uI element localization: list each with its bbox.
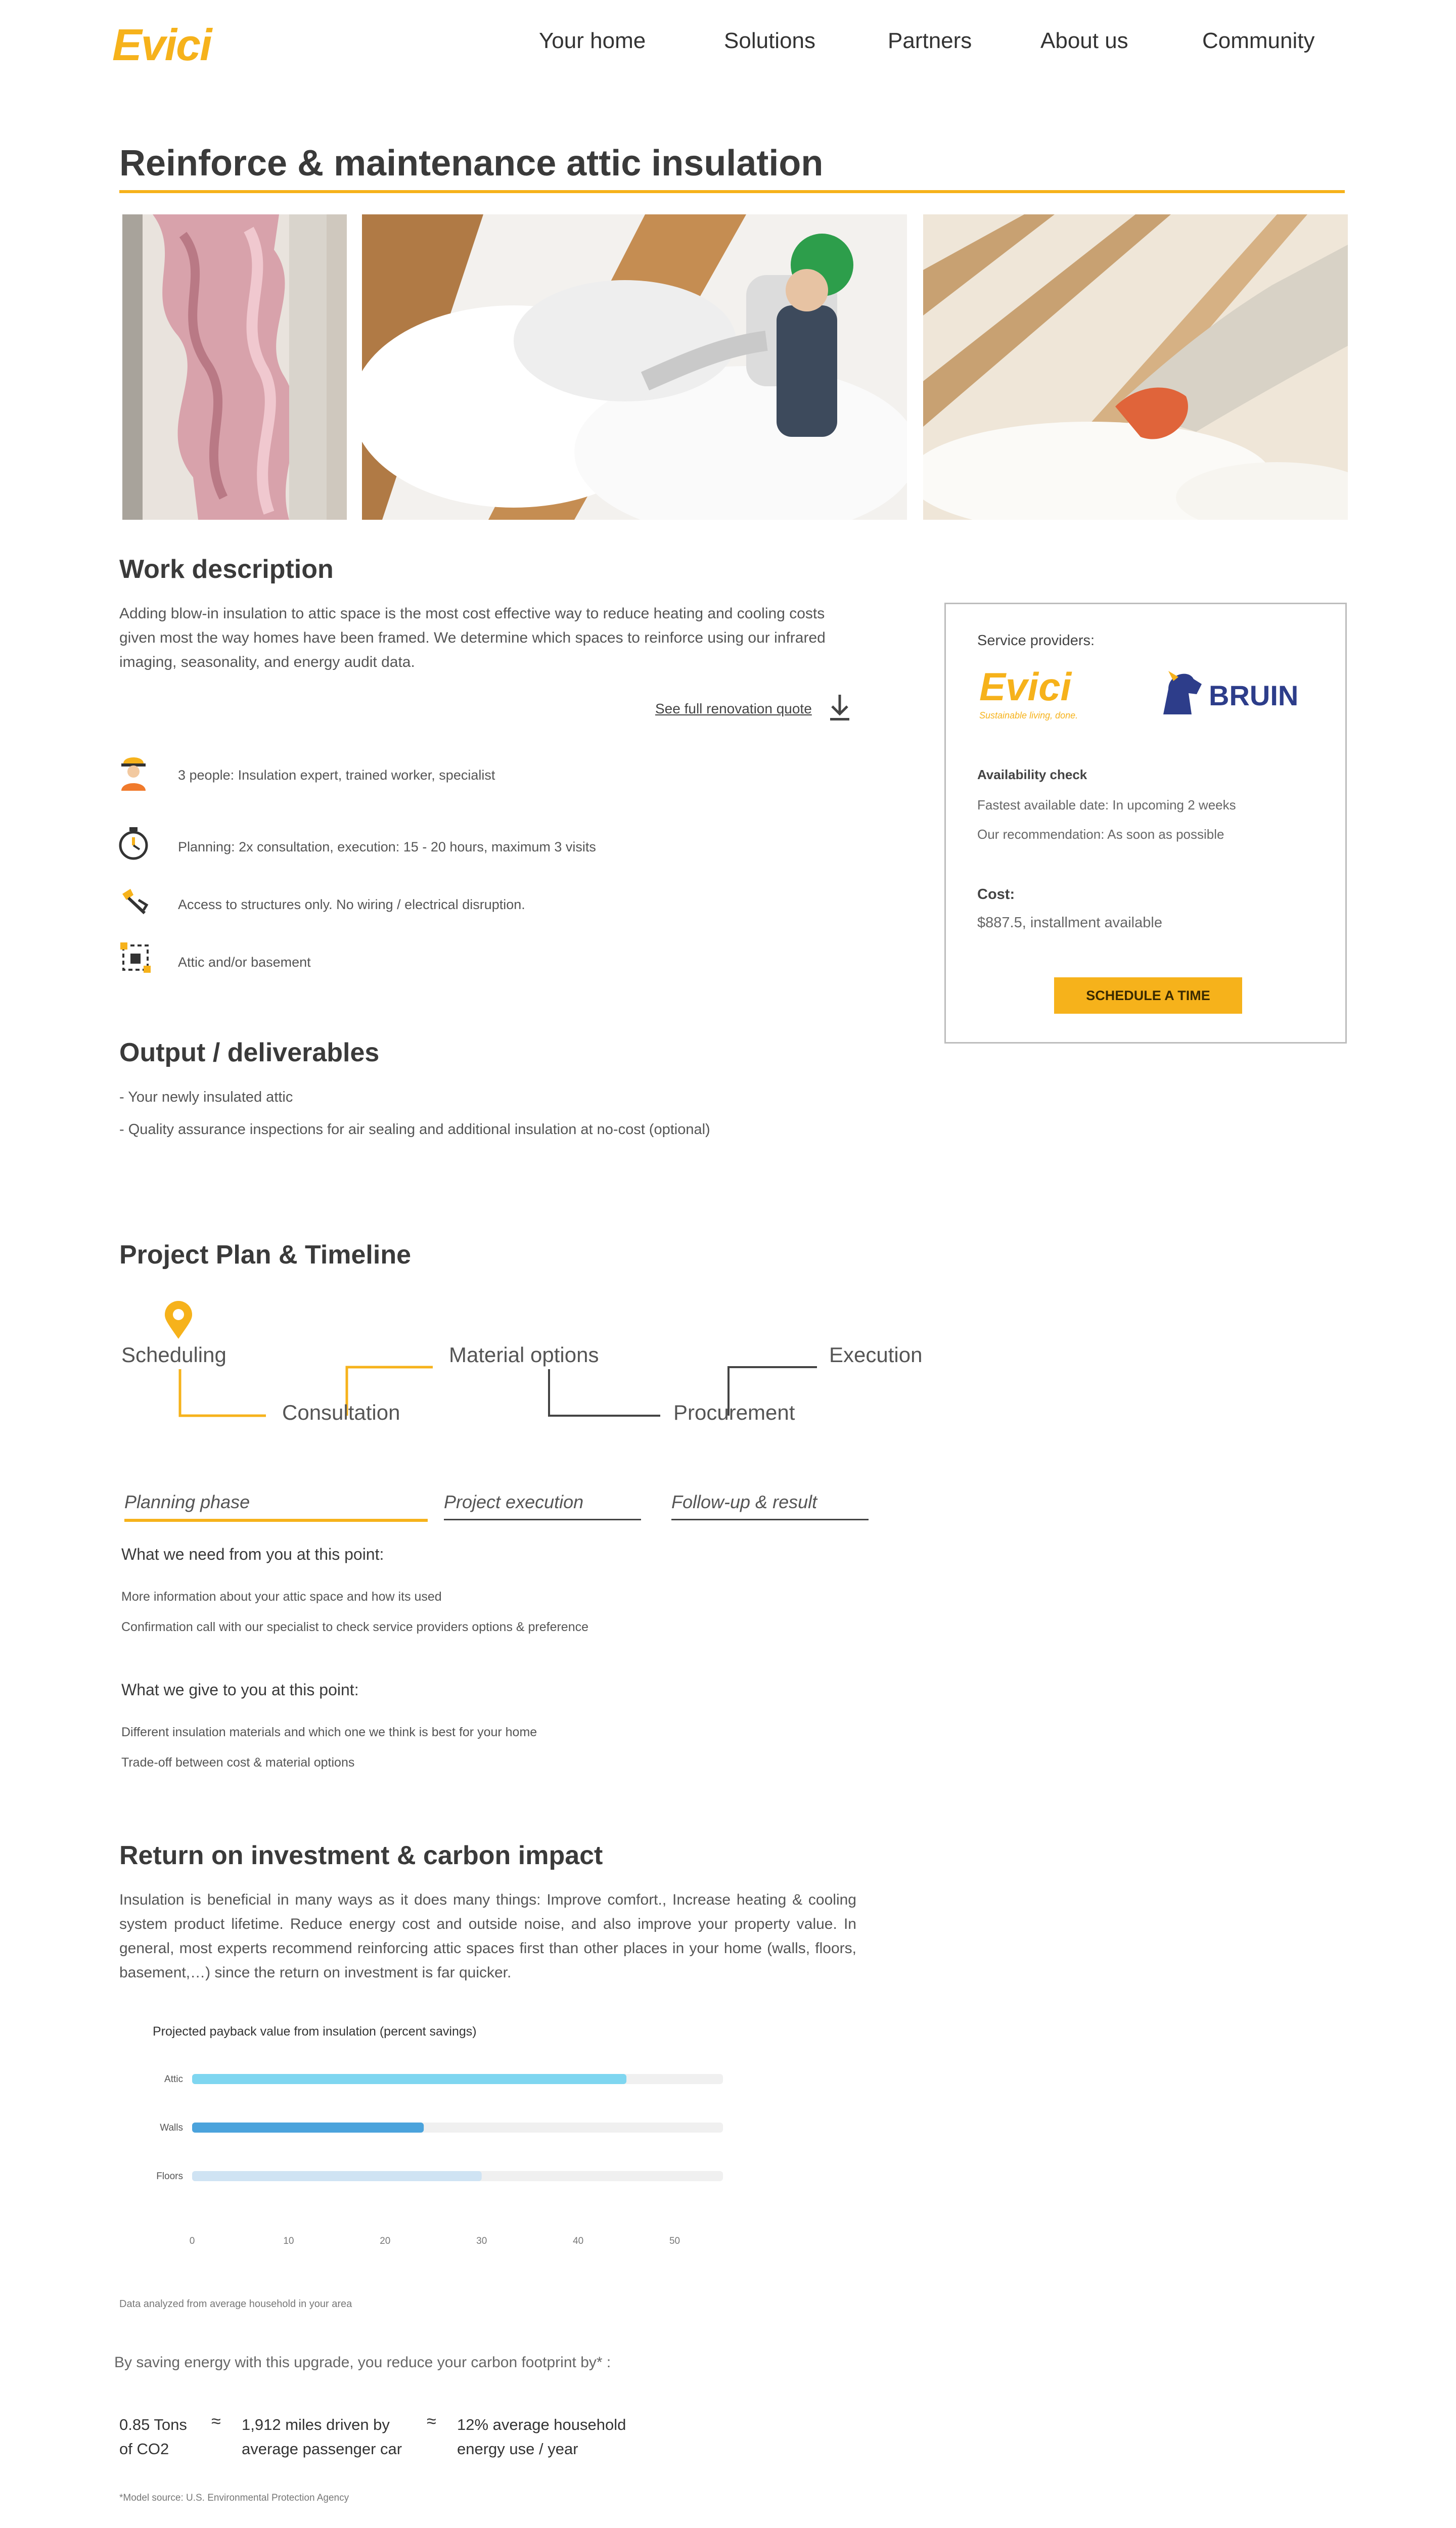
approx-sign: ≈: [427, 2412, 436, 2431]
stopwatch-icon: [117, 825, 150, 863]
x-tick-label: 40: [573, 2236, 584, 2246]
worker-blowing-insulation-photo: [362, 214, 907, 520]
timeline-step-consultation: Consultation: [282, 1401, 400, 1424]
work-description-heading: Work description: [119, 555, 334, 584]
insulation-wall-photo: [122, 214, 347, 520]
timeline-step-material-options: Material options: [449, 1343, 599, 1367]
worker-icon: [117, 752, 150, 793]
service-provider-card: [944, 603, 1347, 1044]
need-heading: What we need from you at this point:: [121, 1545, 384, 1563]
payback-chart: [147, 2021, 743, 2264]
project-plan-heading: Project Plan & Timeline: [119, 1240, 412, 1270]
site-logo[interactable]: Evici: [112, 20, 211, 70]
location-pin-icon: [163, 1300, 194, 1341]
output-heading: Output / deliverables: [119, 1038, 380, 1067]
cost-label: Cost:: [977, 886, 1015, 902]
bar-floors: [192, 2171, 482, 2181]
full-quote-link[interactable]: See full renovation quote: [655, 701, 812, 716]
cost-value: $887.5, installment available: [977, 915, 1162, 931]
x-tick-label: 0: [189, 2236, 195, 2246]
category-label: Floors: [156, 2171, 183, 2182]
output-item-qa: - Quality assurance inspections for air sealing and additional insulation at no-cost (optional): [119, 1121, 710, 1138]
roi-heading: Return on investment & carbon impact: [119, 1841, 603, 1870]
x-tick-label: 50: [669, 2236, 680, 2246]
provider-evici-logo[interactable]: Evici: [979, 664, 1072, 709]
providers-label: Service providers:: [977, 633, 1095, 649]
schedule-time-button[interactable]: SCHEDULE A TIME: [1054, 977, 1242, 1014]
tools-icon: [118, 885, 151, 920]
category-label: Walls: [160, 2123, 183, 2133]
category-label: Attic: [164, 2074, 183, 2085]
chart-note: Data analyzed from average household in your area: [119, 2298, 352, 2310]
availability-label: Availability check: [977, 767, 1087, 782]
output-item-attic: - Your newly insulated attic: [119, 1089, 293, 1105]
provider-evici-tagline: Sustainable living, done.: [979, 710, 1078, 720]
nav-about-us[interactable]: About us: [1040, 28, 1128, 53]
approx-sign: ≈: [211, 2412, 221, 2431]
tab-follow-up[interactable]: Follow-up & result: [671, 1492, 869, 1520]
work-description-text: Adding blow-in insulation to attic space is the most cost effective way to reduce heating and cooling costs given most the way homes have been framed. We determine which spaces to reinforce using our infrared imaging, seasonality, and energy audit data.: [119, 605, 826, 670]
work-item-access: Access to structures only. No wiring / electrical disruption.: [178, 897, 525, 912]
timeline-step-procurement: Procurement: [673, 1401, 795, 1424]
carbon-miles: 1,912 miles driven by average passenger car: [242, 2416, 402, 2458]
nav-solutions[interactable]: Solutions: [724, 28, 816, 53]
download-icon[interactable]: [827, 693, 852, 726]
carbon-intro: By saving energy with this upgrade, you reduce your carbon footprint by* :: [114, 2354, 611, 2371]
availability-fastest: Fastest available date: In upcoming 2 weeks: [977, 797, 1236, 812]
nav-your-home[interactable]: Your home: [539, 28, 646, 53]
title-underline: [119, 190, 1345, 193]
bar-walls: [192, 2123, 424, 2133]
tab-project-execution[interactable]: Project execution: [444, 1492, 641, 1520]
carbon-energy: 12% average household energy use / year: [457, 2416, 626, 2458]
work-item-area: Attic and/or basement: [178, 955, 311, 970]
roi-text: Insulation is beneficial in many ways as it does many things: Improve comfort., Increase heating & cooling system product lifetime. Reduce energy cost and outside noise, and also improve your property value. In general, most experts recommend reinforcing attic spaces first than other places in your home (walls, floors, basement,…) since the return on investment is far quicker.: [119, 1891, 856, 1981]
x-tick-label: 10: [283, 2236, 294, 2246]
x-tick-label: 20: [380, 2236, 391, 2246]
work-item-people: 3 people: Insulation expert, trained worker, specialist: [178, 768, 495, 783]
work-item-planning: Planning: 2x consultation, execution: 15 - 20 hours, maximum 3 visits: [178, 839, 596, 854]
x-tick-label: 30: [476, 2236, 487, 2246]
provider-bruin-logo[interactable]: BRUIN: [1209, 680, 1299, 711]
house-area-icon: [119, 941, 152, 976]
bar-attic: [192, 2074, 626, 2084]
give-item-2: Trade-off between cost & material options: [121, 1755, 355, 1770]
need-item-2: Confirmation call with our specialist to check service providers options & preference: [121, 1620, 589, 1634]
nav-partners[interactable]: Partners: [888, 28, 972, 53]
give-item-1: Different insulation materials and which one we think is best for your home: [121, 1725, 537, 1739]
chart-title: Projected payback value from insulation (percent savings): [153, 2024, 477, 2039]
bruin-bear-icon: [1158, 664, 1204, 717]
give-heading: What we give to you at this point:: [121, 1681, 359, 1699]
timeline-step-execution: Execution: [829, 1343, 923, 1367]
insulation-hose-photo: [923, 214, 1348, 520]
timeline-step-scheduling: Scheduling: [121, 1343, 226, 1367]
chart-svg: [147, 2047, 743, 2259]
need-item-1: More information about your attic space and how its used: [121, 1590, 442, 1604]
page-title: Reinforce & maintenance attic insulation: [119, 143, 824, 184]
carbon-source: *Model source: U.S. Environmental Protection Agency: [119, 2493, 349, 2503]
tab-planning-phase[interactable]: Planning phase: [124, 1492, 428, 1522]
nav-community[interactable]: Community: [1202, 28, 1315, 53]
availability-recommendation: Our recommendation: As soon as possible: [977, 827, 1224, 842]
carbon-tons: 0.85 Tons of CO2: [119, 2416, 187, 2458]
